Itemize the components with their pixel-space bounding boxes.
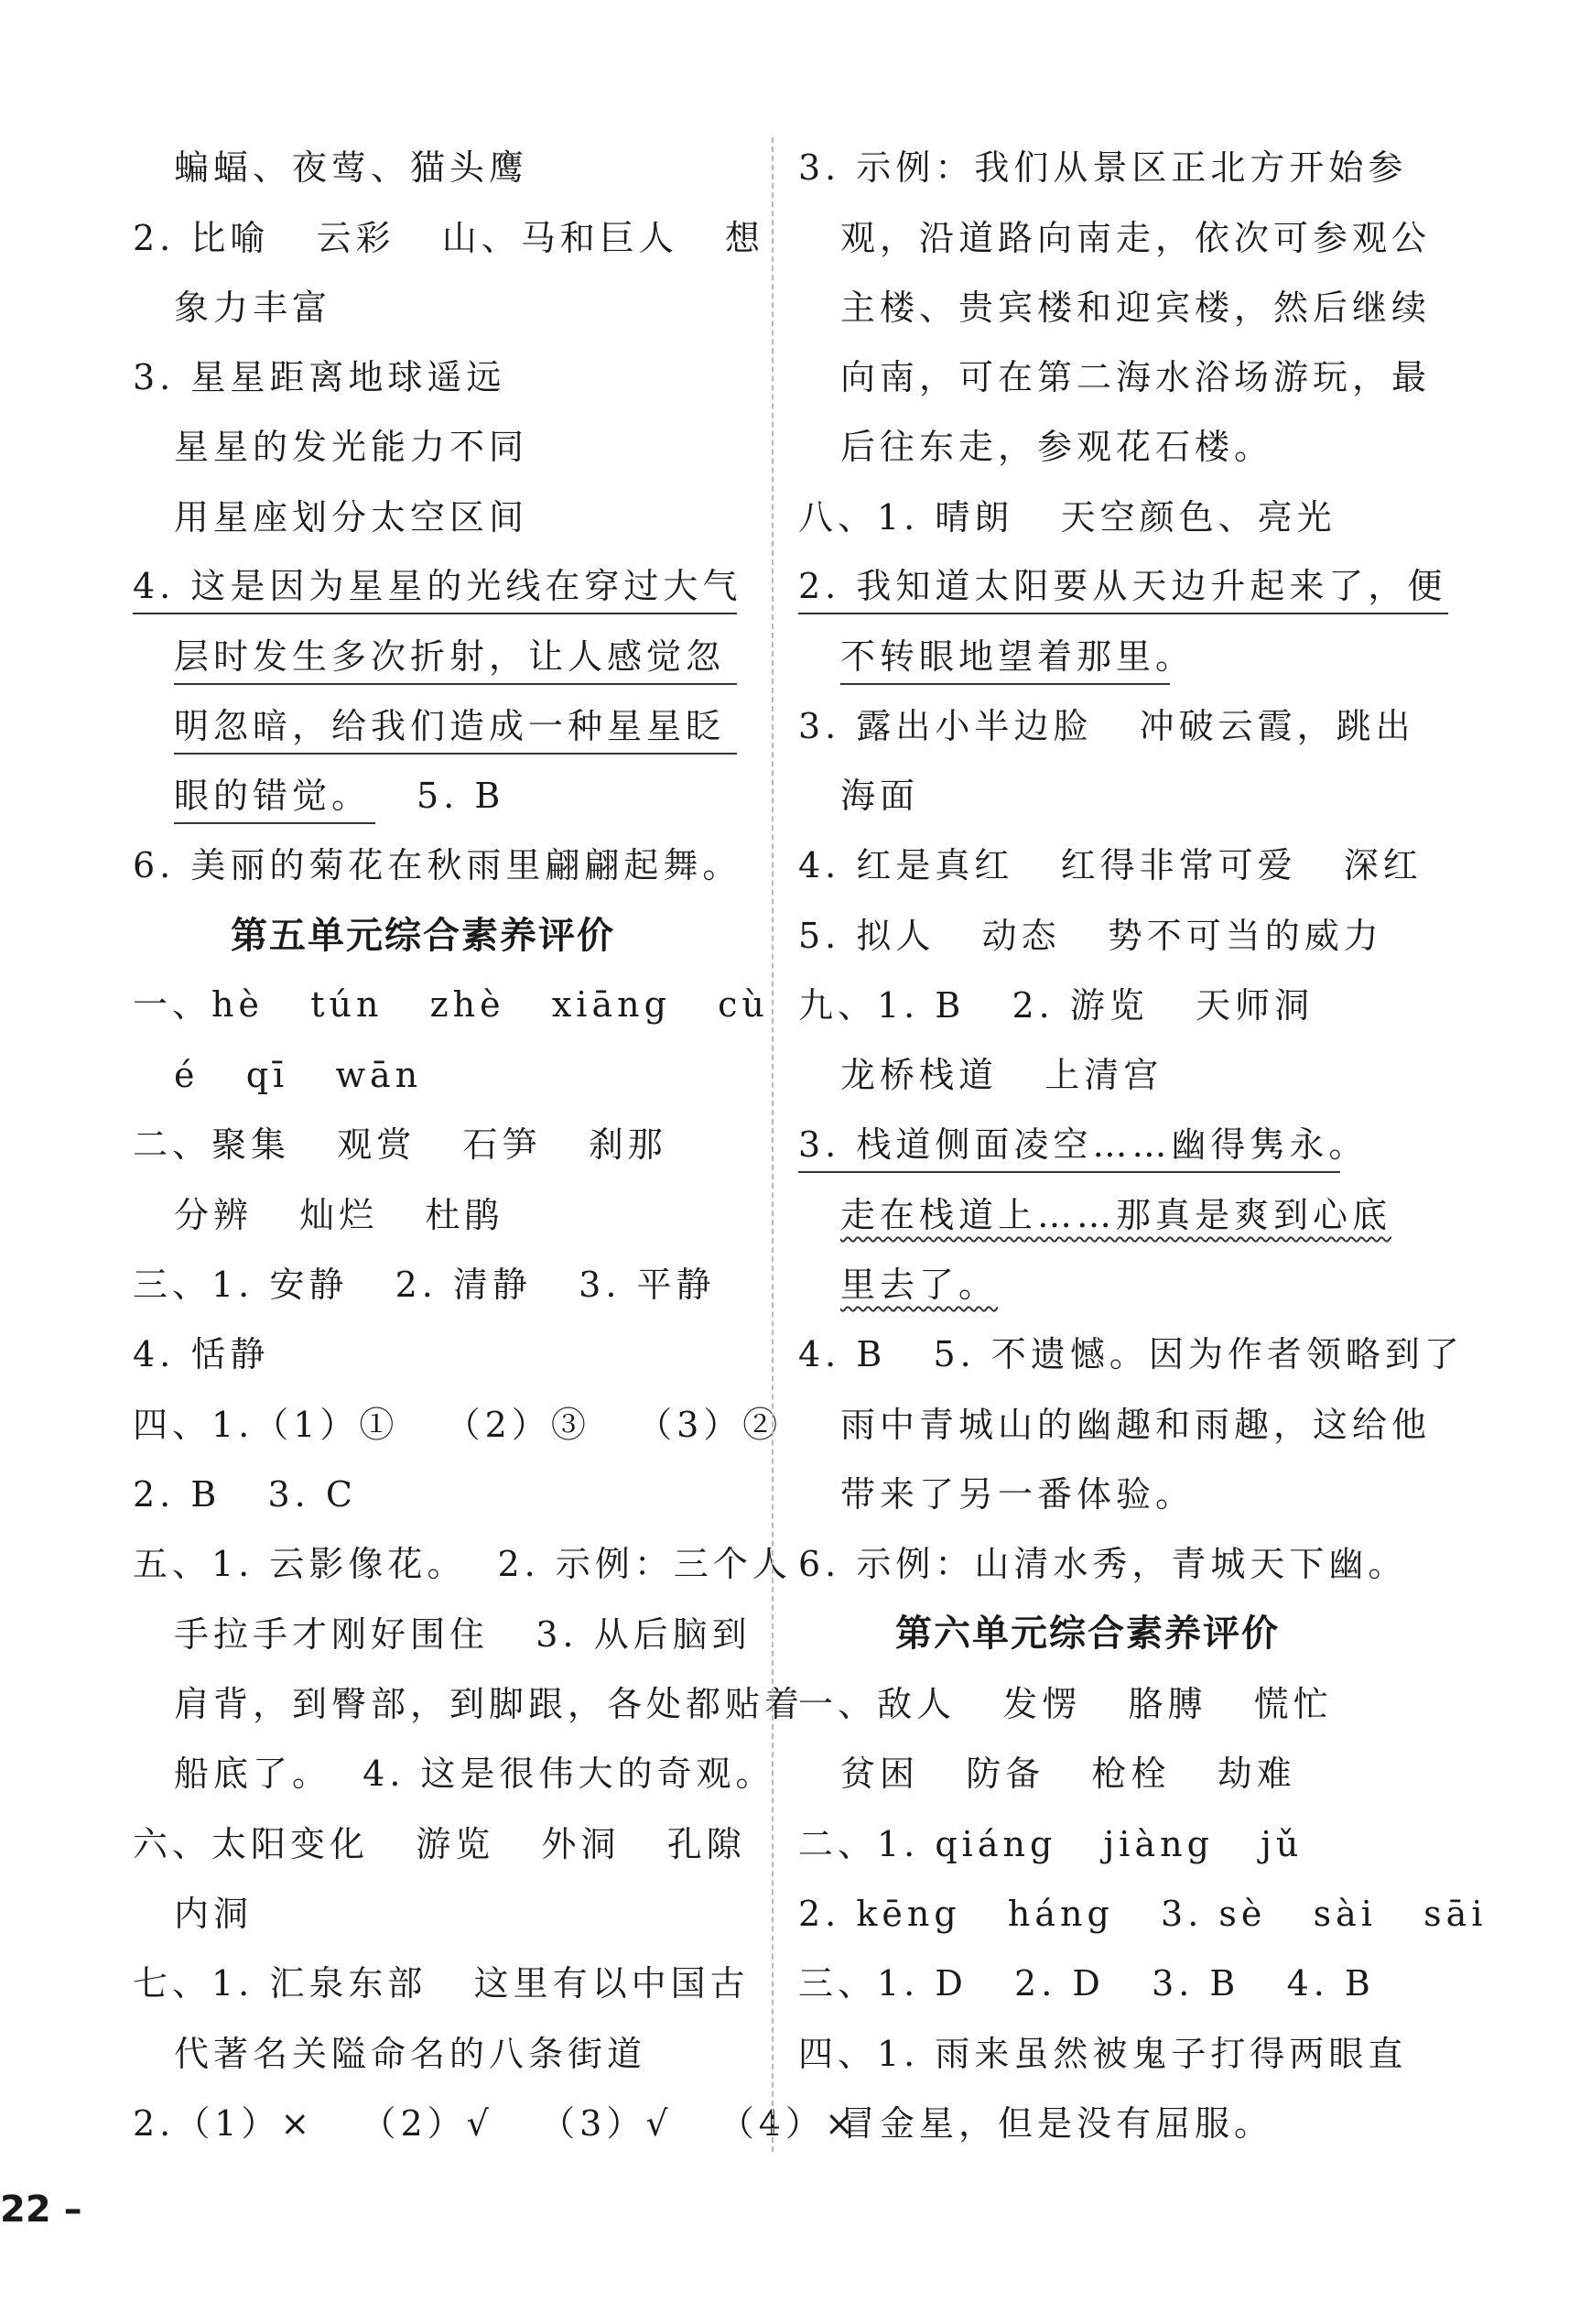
text-line: 4. 恬静 bbox=[133, 1334, 270, 1374]
text-line: 一、hè tún zhè xiāng cù bbox=[133, 984, 769, 1025]
text-line: 冒金星，但是没有屈服。 bbox=[840, 2103, 1274, 2144]
underlined-answer-line: 眼的错觉。 bbox=[174, 773, 375, 824]
text-line: 带来了另一番体验。 bbox=[840, 1474, 1196, 1515]
text-line: 4. B 5. 不遗憾。因为作者领略到了 bbox=[798, 1334, 1464, 1374]
section-heading-unit-5: 第五单元综合素养评价 bbox=[231, 915, 615, 957]
text-line: 七、1. 汇泉东部 这里有以中国古 bbox=[133, 1963, 750, 2004]
wavy-underlined-line: 走在栈道上……那真是爽到心底 bbox=[840, 1195, 1392, 1235]
text-line: 六、太阳变化 游览 外洞 孔隙 bbox=[133, 1824, 746, 1864]
text-line: 手拉手才刚好围住 3. 从后脑到 bbox=[174, 1614, 752, 1655]
underlined-answer-line: 3. 栈道侧面凌空……幽得隽永。 bbox=[798, 1122, 1340, 1173]
text-line: 三、1. 安静 2. 清静 3. 平静 bbox=[133, 1265, 716, 1305]
underlined-answer-line: 2. 我知道太阳要从天边升起来了，便 bbox=[798, 563, 1448, 614]
text-line: 2. 比喻 云彩 山、马和巨人 想 bbox=[133, 218, 765, 258]
text-line: 二、聚集 观赏 石笋 刹那 bbox=[133, 1124, 667, 1165]
text-line: 三、1. D 2. D 3. B 4. B bbox=[798, 1963, 1375, 2004]
column-divider bbox=[772, 137, 774, 2152]
text-line: 2. kēng háng 3. sè sài sāi bbox=[798, 1894, 1488, 1934]
text-line: 星星的发光能力不同 bbox=[174, 427, 529, 467]
text-line: 蝙蝠、夜莺、猫头鹰 bbox=[174, 147, 529, 188]
text-line: 6. 美丽的菊花在秋雨里翩翩起舞。 bbox=[133, 845, 742, 885]
wavy-underlined-line: 里去了。 bbox=[840, 1265, 999, 1305]
text-line: 龙桥栈道 上清宫 bbox=[840, 1055, 1163, 1095]
text-line: 向南，可在第二海水浴场游玩，最 bbox=[840, 357, 1432, 397]
text-line: 四、1. 雨来虽然被鬼子打得两眼直 bbox=[798, 2034, 1408, 2074]
text-line: 分辨 灿烂 杜鹃 bbox=[174, 1195, 504, 1235]
underlined-answer-line: 层时发生多次折射，让人感觉忽 bbox=[174, 634, 737, 685]
text-line: 二、1. qiáng jiàng jǔ bbox=[798, 1824, 1304, 1864]
text-line: 3. 露出小半边脸 冲破云霞，跳出 bbox=[798, 706, 1415, 746]
text-line: 船底了。 4. 这是很伟大的奇观。 bbox=[174, 1754, 775, 1794]
text-line: 主楼、贵宾楼和迎宾楼，然后继续 bbox=[840, 288, 1432, 328]
text-line: 2. B 3. C bbox=[133, 1474, 357, 1515]
text-line: 3. 星星距离地球遥远 bbox=[133, 357, 506, 397]
section-heading-unit-6: 第六单元综合素养评价 bbox=[895, 1613, 1280, 1655]
text-line: 2.（1）× （2）√ （3）√ （4）× bbox=[133, 2103, 859, 2144]
underlined-answer-line: 不转眼地望着那里。 bbox=[840, 634, 1170, 685]
text-line: 贫困 防备 枪栓 劫难 bbox=[840, 1754, 1296, 1794]
text-line: 内洞 bbox=[174, 1894, 254, 1934]
text-line: 海面 bbox=[840, 776, 920, 816]
text-line: 象力丰富 bbox=[174, 288, 332, 328]
text-line: 观，沿道路向南走，依次可参观公 bbox=[840, 218, 1432, 258]
underlined-answer-line: 4. 这是因为星星的光线在穿过大气 bbox=[133, 563, 737, 614]
text-line: 八、1. 晴朗 天空颜色、亮光 bbox=[798, 497, 1337, 538]
text-line: 5. 拟人 动态 势不可当的威力 bbox=[798, 916, 1383, 956]
text-line: 用星座划分太空区间 bbox=[174, 497, 529, 538]
text-line: 3. 示例：我们从景区正北方开始参 bbox=[798, 147, 1408, 188]
text-line: 九、1. B 2. 游览 天师洞 bbox=[798, 985, 1315, 1026]
text-line: 6. 示例：山清水秀，青城天下幽。 bbox=[798, 1544, 1408, 1584]
text-line: é qī wān bbox=[174, 1055, 423, 1095]
text-line: 5. B bbox=[417, 776, 505, 816]
text-line: 代著名关隘命名的八条街道 bbox=[174, 2034, 647, 2074]
page-number: 22 – bbox=[0, 2188, 82, 2231]
text-line: 4. 红是真红 红得非常可爱 深红 bbox=[798, 845, 1423, 885]
text-line: 五、1. 云影像花。 2. 示例：三个人 bbox=[133, 1544, 792, 1584]
text-line: 肩背，到臀部，到脚跟，各处都贴着 bbox=[174, 1684, 805, 1724]
text-line: 后往东走，参观花石楼。 bbox=[840, 427, 1274, 467]
text-line: 一、敌人 发愣 胳膊 慌忙 bbox=[798, 1684, 1333, 1724]
underlined-answer-line: 明忽暗，给我们造成一种星星眨 bbox=[174, 703, 737, 755]
text-line: 四、1.（1）① （2）③ （3）② bbox=[133, 1405, 783, 1445]
text-line: 雨中青城山的幽趣和雨趣，这给他 bbox=[840, 1405, 1432, 1445]
